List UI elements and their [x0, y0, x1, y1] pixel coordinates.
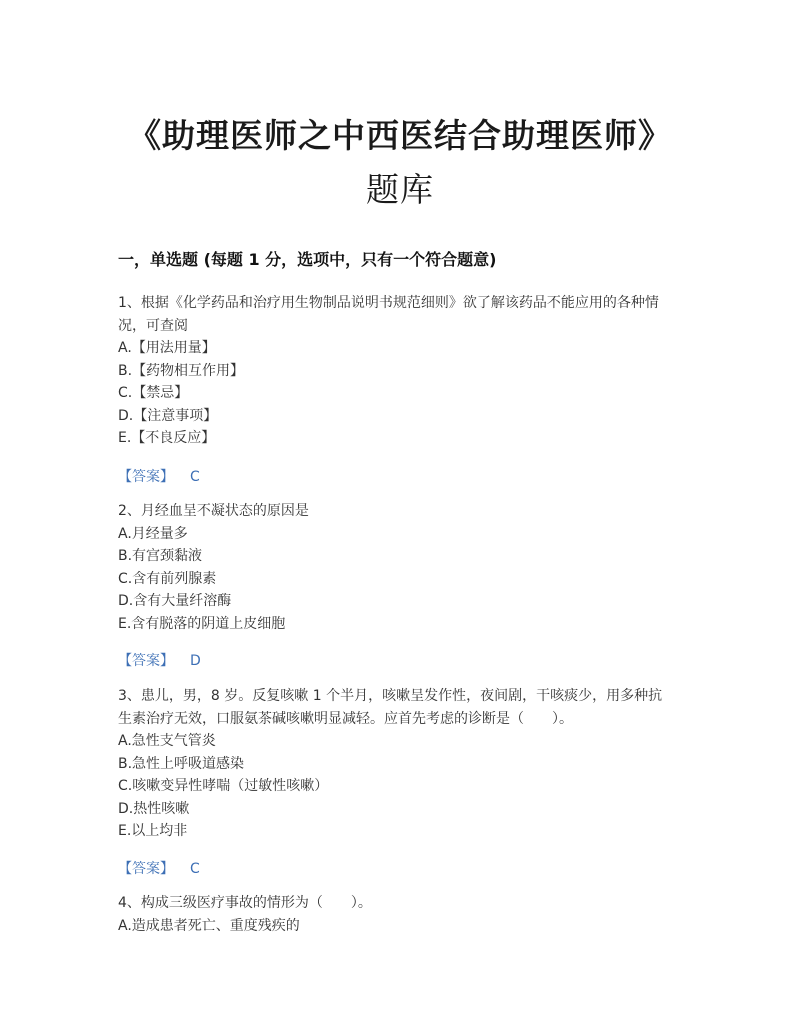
question-stem: 4、构成三级医疗事故的情形为（ ）。 [118, 895, 372, 911]
answer-label: 【答案】 [118, 861, 174, 877]
answer-value: D [190, 653, 201, 669]
question-3 [118, 685, 688, 843]
question-2 [118, 500, 688, 635]
question-stem: 3、患儿，男，8 岁。反复咳嗽 1 个半月，咳嗽呈发作性，夜间剧，干咳痰少，用多种抗 [118, 688, 663, 704]
option-a: A.月经量多 [118, 525, 188, 542]
option-b: B.急性上呼吸道感染 [118, 755, 245, 772]
option-d: D.【注意事项】 [118, 407, 218, 424]
section-heading: 一，单选题 (每题 1 分，选项中，只有一个符合题意) [118, 250, 497, 269]
option-a: A.造成患者死亡、重度残疾的 [118, 917, 300, 934]
option-b: B.【药物相互作用】 [118, 362, 245, 379]
option-a: A.【用法用量】 [118, 340, 216, 356]
option-e: E.含有脱落的阴道上皮细胞 [118, 615, 286, 632]
question-stem: 1、根据《化学药品和治疗用生物制品说明书规范细则》欲了解该药品不能应用的各种情 [118, 295, 659, 311]
answer-label: 【答案】 [118, 653, 174, 669]
question-stem: 2、月经血呈不凝状态的原因是 [118, 503, 309, 519]
option-c: C.咳嗽变异性哮喘（过敏性咳嗽） [118, 778, 329, 794]
document-title: 《助理医师之中西医结合助理医师》 [128, 116, 672, 155]
answer-value: C [190, 861, 200, 877]
question-stem: 生素治疗无效，口服氨茶碱咳嗽明显减轻。应首先考虑的诊断是（ ）。 [118, 710, 573, 727]
option-d: D.含有大量纤溶酶 [118, 593, 232, 609]
option-a: A.急性支气管炎 [118, 733, 216, 749]
answer-2 [118, 650, 201, 670]
answer-1 [118, 466, 200, 486]
question-4 [118, 892, 688, 937]
option-e: E.【不良反应】 [118, 430, 216, 446]
option-e: E.以上均非 [118, 823, 188, 839]
option-c: C.含有前列腺素 [118, 570, 217, 587]
option-d: D.热性咳嗽 [118, 800, 190, 817]
option-c: C.【禁忌】 [118, 385, 189, 401]
document-subtitle: 题库 [366, 170, 434, 209]
option-b: B.有宫颈黏液 [118, 548, 203, 564]
question-stem: 况，可查阅 [118, 317, 188, 334]
answer-value: C [190, 469, 200, 485]
answer-3 [118, 858, 200, 878]
answer-label: 【答案】 [118, 469, 174, 485]
question-1 [118, 292, 688, 450]
